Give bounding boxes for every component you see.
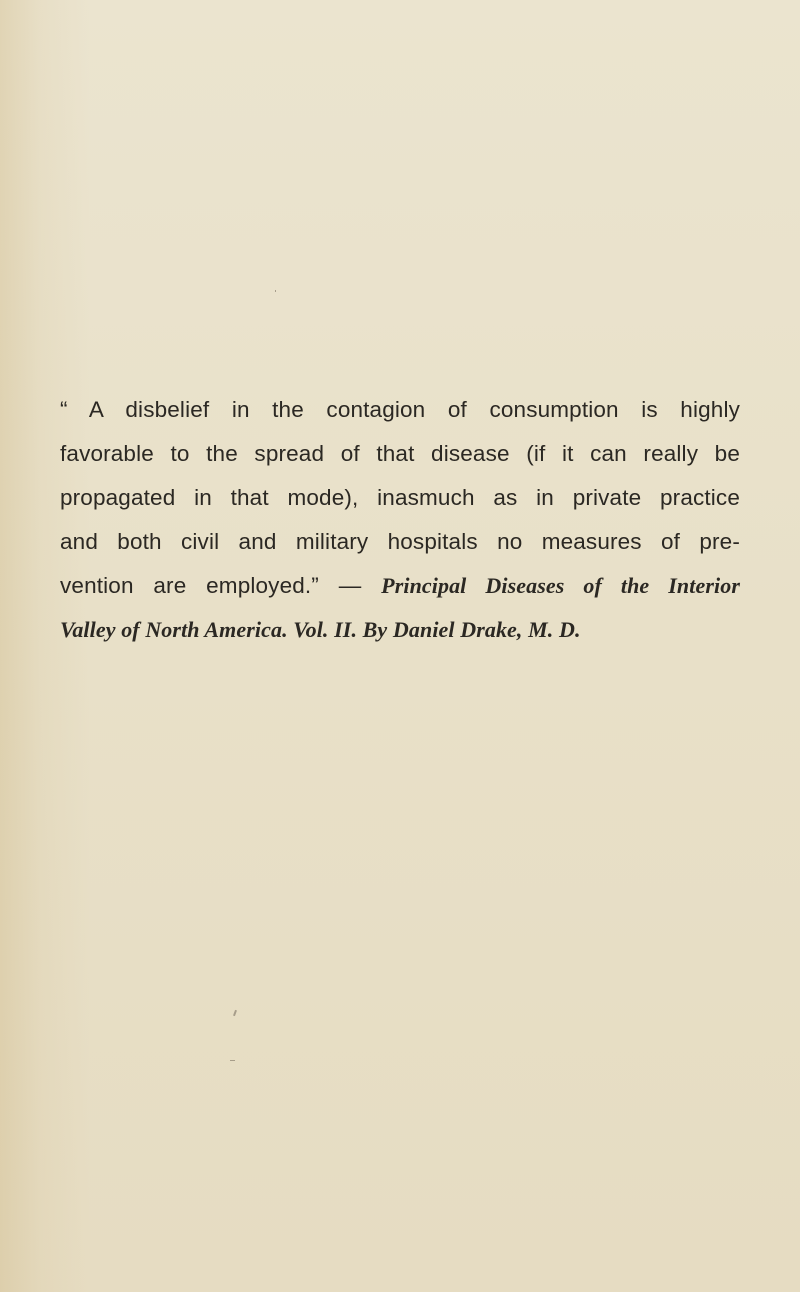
quotation-passage (60, 388, 740, 652)
passage-line-5-text: vention are employed.” — (60, 573, 382, 598)
citation-line: Valley of North America. Vol. II. By Daniel Drake, M. D. (60, 617, 581, 642)
paper-speck (275, 290, 276, 292)
passage-line-1: “ A disbelief in the contagion of consumption is highly (60, 397, 740, 422)
passage-line-3: propagated in that mode), inasmuch as in private practice (60, 485, 740, 510)
passage-line-4: and both civil and military hospitals no measures of pre- (60, 529, 740, 554)
paper-speck (233, 1010, 237, 1016)
passage-line-2: favorable to the spread of that disease (if it can really be (60, 441, 740, 466)
citation-title-part: Principal Diseases of the Interior (381, 573, 740, 598)
passage-line-5 (60, 564, 740, 608)
paper-speck (230, 1060, 235, 1061)
